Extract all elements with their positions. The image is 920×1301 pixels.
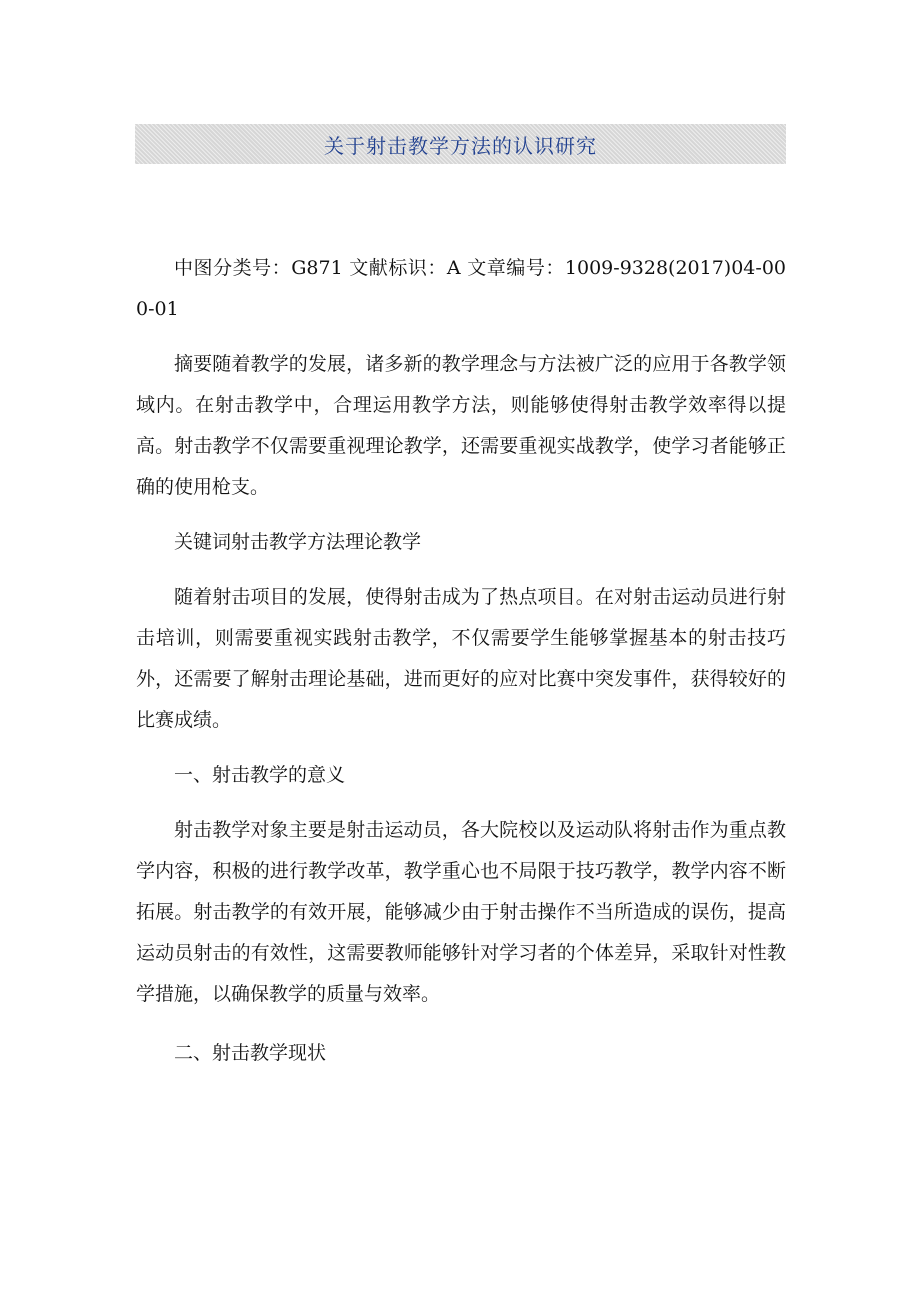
intro-paragraph: 随着射击项目的发展，使得射击成为了热点项目。在对射击运动员进行射击培训，则需要重视实践射击教学，不仅需要学生能够掌握基本的射击技巧外，还需要了解射击理论基础，进而更好的应对比赛中突发事件，获得较好的比赛成绩。 <box>136 586 786 731</box>
section-1-heading: 一、射击教学的意义 <box>174 764 346 786</box>
keywords-line: 关键词射击教学方法理论教学 <box>174 531 422 553</box>
document-title: 关于射击教学方法的认识研究 <box>324 133 597 158</box>
section-2-heading: 二、射击教学现状 <box>174 1042 327 1064</box>
title-banner <box>135 124 786 164</box>
document-body <box>136 248 786 1088</box>
section-1-paragraph: 射击教学对象主要是射击运动员，各大院校以及运动队将射击作为重点教学内容，积极的进行教学改革，教学重心也不局限于技巧教学，教学内容不断拓展。射击教学的有效开展，能够减少由于射击操作不当所造成的误伤，提高运动员射击的有效性，这需要教师能够针对学习者的个体差异，采取针对性教学措施，以确保教学的质量与效率。 <box>136 819 786 1005</box>
abstract-paragraph: 摘要随着教学的发展，诸多新的教学理念与方法被广泛的应用于各教学领域内。在射击教学中，合理运用教学方法，则能够使得射击教学效率得以提高。射击教学不仅需要重视理论教学，还需要重视实战教学，使学习者能够正确的使用枪支。 <box>136 353 786 498</box>
classification-line: 中图分类号：G871 文献标识：A 文章编号：1009-9328(2017)04-000-01 <box>136 257 786 320</box>
